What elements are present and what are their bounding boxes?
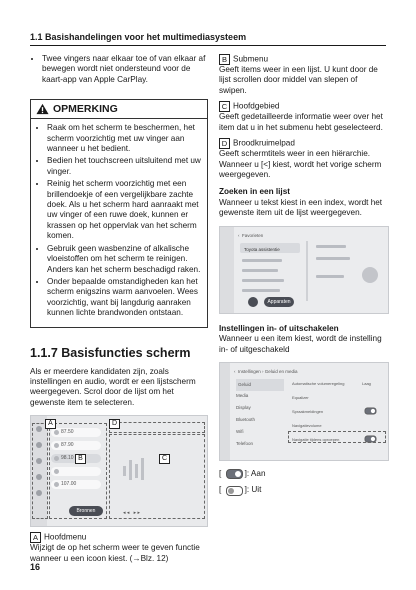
region-c [109, 434, 205, 519]
item-b-title [219, 54, 387, 65]
section-title: 1.1.7 Basisfuncties scherm [30, 345, 191, 360]
toggle-on-label: ]: Aan [244, 468, 266, 478]
region-b [49, 423, 107, 519]
list-row-placeholder [242, 289, 280, 292]
menu-item: Geluid [236, 379, 284, 391]
breadcrumb: ‹ Favorieten [238, 232, 264, 238]
callout-a: A [45, 419, 56, 429]
detail-placeholder [316, 275, 344, 278]
index-knob-icon [248, 297, 258, 307]
screenshot-sidebar [220, 363, 230, 460]
toggle-on-icon [226, 469, 243, 479]
caution-item: • Bedien het touchscreen uitsluitend met uw vinger. [47, 156, 201, 177]
label-b: B [219, 54, 230, 65]
region-a [32, 423, 48, 519]
breadcrumb-text: Instellingen › Geluid en media [238, 368, 298, 374]
settings-row: Navigatie tijdens oproepen [292, 436, 340, 442]
avatar [362, 267, 378, 283]
item-a-title [30, 532, 208, 543]
detail-placeholder [316, 257, 350, 260]
toggle-heading: Instellingen in- of uitschakelen [219, 323, 339, 333]
search-list-screenshot [219, 226, 389, 314]
settings-screenshot [219, 362, 389, 461]
item-a-title-text: Hoofdmenu [44, 532, 87, 542]
page-number: 16 [30, 562, 41, 572]
screenshot-sidebar [220, 227, 234, 313]
divider [306, 241, 308, 301]
menu-item: Wifi [236, 428, 244, 434]
item-b-title-text: Submenu [233, 54, 269, 64]
settings-row: Automatische volumeregeling [292, 380, 345, 386]
detail-placeholder [316, 245, 346, 248]
settings-row: Equalizer [292, 394, 309, 400]
breadcrumb-text: Favorieten [242, 232, 264, 238]
caution-title: OPMERKING [53, 103, 118, 116]
sources-button: Bronnen [69, 506, 103, 516]
label-c: C [219, 101, 230, 112]
caution-box [30, 99, 208, 327]
item-a-desc: Wijzigt de op het scherm weer te geven functie wanneer u een icoon kiest. (→Blz. 12) [30, 543, 200, 563]
left-column [30, 54, 208, 564]
item-d-desc: Geeft schermtitels weer in een hiërarchie. Wanneer u [<] kiest, wordt het vorige scherm weergegeven. [219, 149, 382, 180]
label-a: A [30, 532, 41, 543]
toggle-off-legend [219, 485, 387, 495]
warning-triangle-icon [36, 103, 49, 115]
label-d: D [219, 138, 230, 149]
item-c-title-text: Hoofdgebied [233, 101, 280, 111]
callout-c: C [159, 454, 170, 464]
item-b-desc: Geeft items weer in een lijst. U kunt door de lijst scrollen door middel van slepen of swipen. [219, 65, 378, 95]
menu-item: Bluetooth [236, 416, 256, 422]
toggle-off-label: ]: Uit [244, 485, 262, 495]
callout-d: D [109, 419, 120, 429]
item-c-title [219, 101, 387, 112]
menu-item: Telefoon [236, 440, 254, 446]
station-item: 87.50 [51, 428, 101, 437]
bracket-open: [ [219, 468, 224, 478]
bracket-open: [ [219, 485, 224, 495]
item-d-title [219, 138, 387, 149]
list-row-placeholder [242, 279, 284, 282]
toggle-off-icon [226, 486, 243, 496]
selected-entry [240, 243, 300, 253]
toggle-switch-icon [365, 407, 377, 414]
page-header: 1.1 Basishandelingen voor het multimediasysteem [30, 32, 386, 46]
menu-item: Display [236, 404, 251, 410]
region-d [109, 422, 205, 433]
station-item: 87.90 [51, 441, 101, 450]
station-item: 98.10 [51, 454, 101, 463]
search-paragraph: Wanneer u tekst kiest in een index, wordt het gewenste item uit de lijst weergegeven. [219, 197, 383, 218]
caution-header [31, 100, 207, 119]
caution-item: • Raak om het scherm te beschermen, het scherm voorzichtig met uw vinger aan wanneer u het bedient. [47, 123, 201, 154]
toggle-on-legend [219, 469, 387, 479]
screenshot-control: ◂ ◂ ▸ ▸ [123, 510, 140, 517]
entry-text: Toyota assistentie [244, 246, 280, 252]
right-column [219, 54, 387, 496]
item-d-title-text: Broodkruimelpad [233, 138, 295, 148]
toggle-paragraph: Wanneer u een item kiest, wordt de instelling in- of uitgeschakeld [219, 334, 382, 354]
caution-item: • Reinig het scherm voorzichtig met een brillendoekje of een vergelijkbare zachte doek. Als u het scherm hard aanraakt met uw vinger of een ruwe doek, kunnen er krassen op het oppervlak van het scherm komen. [47, 179, 201, 241]
caution-item: • Gebruik geen wasbenzine of alkalische vloeistoffen om het scherm te reinigen. Anders kan het scherm beschadigd raken. [47, 244, 201, 275]
settings-row: Navigatievolume [292, 422, 322, 428]
caution-list [31, 119, 207, 326]
intro-bullet: • Twee vingers naar elkaar toe of van elkaar af bewegen wordt niet ondersteund voor de kaart-app van Apple CarPlay. [42, 54, 208, 85]
breadcrumb: ‹ Instellingen › Geluid en media [234, 368, 298, 374]
list-row-placeholder [242, 269, 278, 272]
highlight-row [288, 431, 386, 443]
intro-list [30, 54, 208, 85]
settings-value: Laag [362, 380, 371, 386]
list-row-placeholder [242, 259, 282, 262]
screen-layout-screenshot [30, 415, 208, 527]
section-paragraph: Als er meerdere kandidaten zijn, zoals instellingen en audio, wordt er een lijstscherm weergegeven. Scrol door de lijst om het gewenste item te selecteren. [30, 366, 196, 407]
item-c-desc: Geeft gedetailleerde informatie weer over het item dat u in het submenu hebt geselecteerd. [219, 112, 383, 132]
caution-item: • Onder bepaalde omstandigheden kan het scherm enigszins warm aanvoelen. Wees voorzichtig, want bij langdurig aanraken kunnen lichte brandwonden ontstaan. [47, 277, 201, 319]
settings-row: Spraakmeldingen [292, 408, 324, 414]
callout-b: B [75, 454, 86, 464]
search-heading: Zoeken in een lijst [219, 187, 290, 197]
station-item: 107.00 [51, 480, 101, 489]
menu-item: Media [236, 392, 249, 398]
devices-button: Apparaten [264, 297, 294, 307]
